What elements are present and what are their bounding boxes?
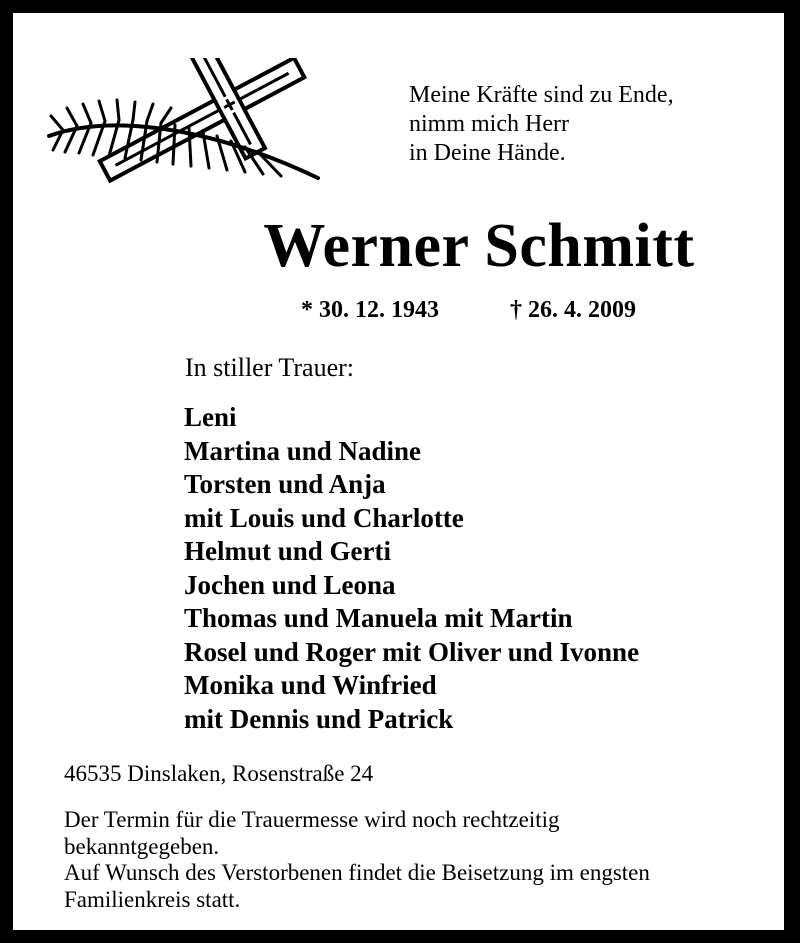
mourner: mit Louis und Charlotte — [184, 502, 464, 533]
notice-line: Der Termin für die Trauermesse wird noch rechtzeitig — [64, 807, 560, 832]
mourners-list — [184, 401, 639, 736]
notice-line: Familienkreis statt. — [64, 886, 241, 912]
mourner: mit Dennis und Patrick — [184, 703, 454, 734]
mourner: Torsten und Anja — [184, 469, 386, 499]
verse-line: nimm mich Herr — [409, 111, 569, 137]
cross-with-palm-branch-icon — [43, 58, 323, 193]
death-date: † 26. 4. 2009 — [510, 297, 636, 323]
mourner: Martina und Nadine — [184, 435, 422, 466]
mourner: Leni — [184, 402, 237, 432]
notice-text — [64, 807, 800, 913]
birth-date: * 30. 12. 1943 — [301, 297, 439, 323]
mourner: Thomas und Manuela mit Martin — [184, 603, 573, 633]
mourner: Jochen und Leona — [184, 569, 396, 600]
deceased-name: Werner Schmitt — [263, 212, 695, 280]
notice-line: Auf Wunsch des Verstorbenen findet die Beisetzung im engsten — [64, 860, 650, 885]
verse-line: Meine Kräfte sind zu Ende, — [409, 82, 674, 108]
notice-line: bekanntgegeben. — [64, 833, 220, 859]
mourner: Helmut und Gerti — [184, 536, 391, 566]
mourner: Monika und Winfried — [184, 670, 437, 700]
address: 46535 Dinslaken, Rosenstraße 24 — [64, 761, 374, 786]
verse-line: in Deine Hände. — [409, 140, 566, 166]
mourner: Rosel und Roger mit Oliver und Ivonne — [184, 636, 640, 667]
verse — [409, 81, 674, 168]
mourning-label: In stiller Trauer: — [185, 353, 354, 382]
